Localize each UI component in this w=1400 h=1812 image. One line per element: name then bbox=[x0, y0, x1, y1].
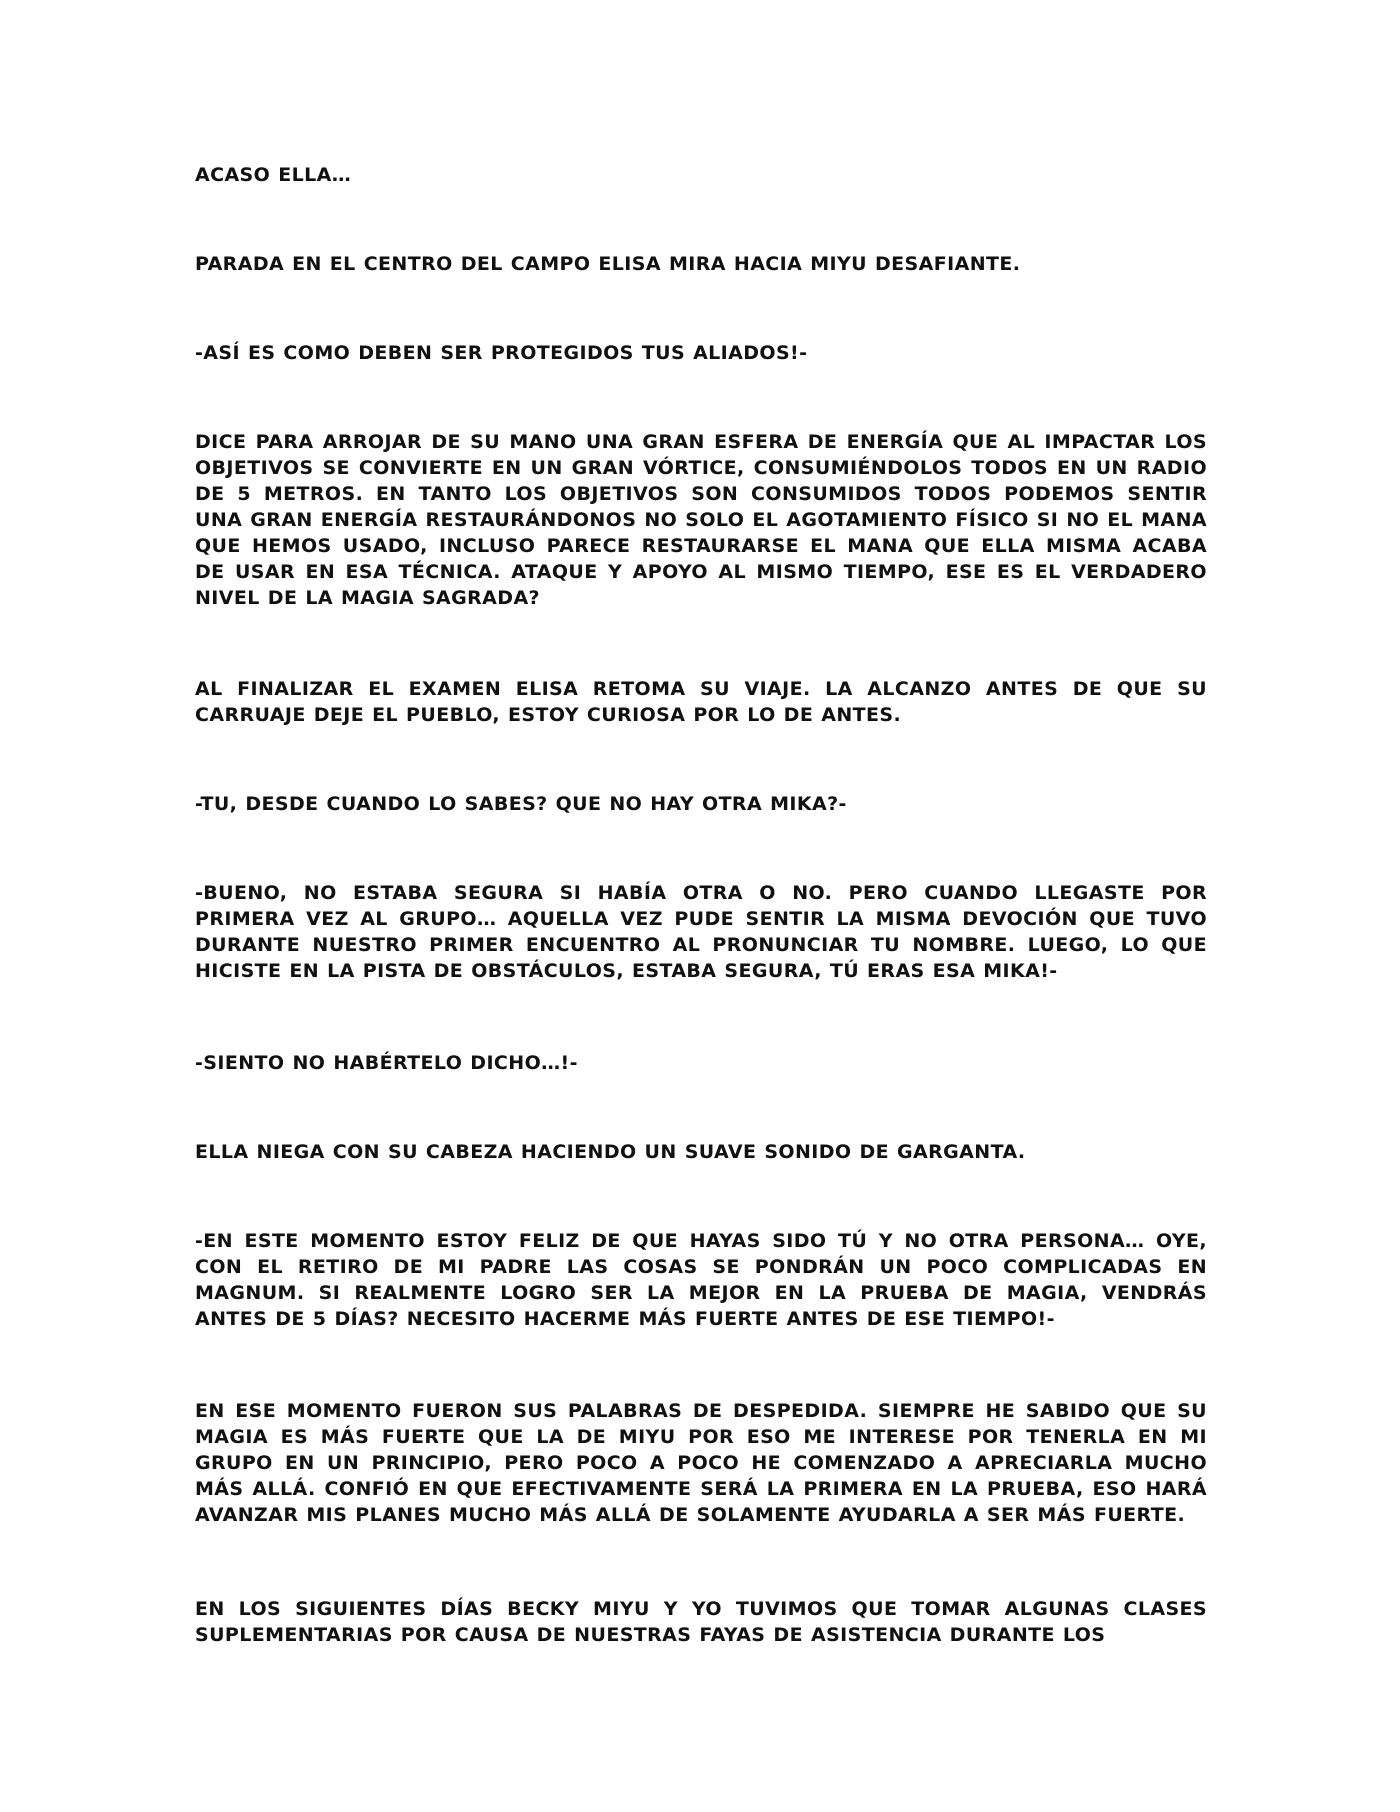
paragraph-7: -BUENO, NO ESTABA SEGURA SI HABÍA OTRA O NO. PERO CUANDO LLEGASTE POR PRIMERA VEZ AL GRUPO… AQUELLA VEZ PUDE SENTIR LA MISMA DEVOCIÓN QUE TUVO DURANTE NUESTRO PRIMER ENCUENTRO AL PRONUNCIAR TU NOMBRE. LUEGO, LO QUE HICISTE EN LA PISTA DE OBSTÁCULOS, ESTABA SEGURA, TÚ ERAS ESA MIKA!- bbox=[195, 882, 1207, 982]
paragraph-8: -SIENTO NO HABÉRTELO DICHO…!- bbox=[195, 1052, 578, 1074]
paragraph-11: EN ESE MOMENTO FUERON SUS PALABRAS DE DESPEDIDA. SIEMPRE HE SABIDO QUE SU MAGIA ES MÁS FUERTE QUE LA DE MIYU POR ESO ME INTERESE POR TENERLA EN MI GRUPO EN UN PRINCIPIO, PERO POCO A POCO HE COMENZADO A APRECIARLA MUCHO MÁS ALLÁ. CONFIÓ EN QUE EFECTIVAMENTE SERÁ LA PRIMERA EN LA PRUEBA, ESO HARÁ AVANZAR MIS PLANES MUCHO MÁS ALLÁ DE SOLAMENTE AYUDARLA A SER MÁS FUERTE. bbox=[195, 1400, 1207, 1526]
paragraph-3: -ASÍ ES COMO DEBEN SER PROTEGIDOS TUS ALIADOS!- bbox=[195, 342, 808, 364]
paragraph-6: -TU, DESDE CUANDO LO SABES? QUE NO HAY OTRA MIKA?- bbox=[195, 793, 847, 815]
paragraph-5: AL FINALIZAR EL EXAMEN ELISA RETOMA SU VIAJE. LA ALCANZO ANTES DE QUE SU CARRUAJE DEJE EL PUEBLO, ESTOY CURIOSA POR LO DE ANTES. bbox=[195, 678, 1207, 726]
paragraph-10: -EN ESTE MOMENTO ESTOY FELIZ DE QUE HAYAS SIDO TÚ Y NO OTRA PERSONA… OYE, CON EL RETIRO DE MI PADRE LAS COSAS SE PONDRÁN UN POCO COMPLICADAS EN MAGNUM. SI REALMENTE LOGRO SER LA MEJOR EN LA PRUEBA DE MAGIA, VENDRÁS ANTES DE 5 DÍAS? NECESITO HACERME MÁS FUERTE ANTES DE ESE TIEMPO!- bbox=[195, 1230, 1207, 1330]
paragraph-1: ACASO ELLA… bbox=[195, 164, 352, 186]
paragraph-2: PARADA EN EL CENTRO DEL CAMPO ELISA MIRA HACIA MIYU DESAFIANTE. bbox=[195, 253, 1021, 275]
paragraph-4: DICE PARA ARROJAR DE SU MANO UNA GRAN ESFERA DE ENERGÍA QUE AL IMPACTAR LOS OBJETIVOS SE CONVIERTE EN UN GRAN VÓRTICE, CONSUMIÉNDOLOS TODOS EN UN RADIO DE 5 METROS. EN TANTO LOS OBJETIVOS SON CONSUMIDOS TODOS PODEMOS SENTIR UNA GRAN ENERGÍA RESTAURÁNDONOS NO SOLO EL AGOTAMIENTO FÍSICO SI NO EL MANA QUE HEMOS USADO, INCLUSO PARECE RESTAURARSE EL MANA QUE ELLA MISMA ACABA DE USAR EN ESA TÉCNICA. ATAQUE Y APOYO AL MISMO TIEMPO, ESE ES EL VERDADERO NIVEL DE LA MAGIA SAGRADA? bbox=[195, 431, 1207, 609]
paragraph-9: ELLA NIEGA CON SU CABEZA HACIENDO UN SUAVE SONIDO DE GARGANTA. bbox=[195, 1141, 1026, 1163]
paragraph-12: EN LOS SIGUIENTES DÍAS BECKY MIYU Y YO TUVIMOS QUE TOMAR ALGUNAS CLASES SUPLEMENTARIAS POR CAUSA DE NUESTRAS FAYAS DE ASISTENCIA DURANTE LOS bbox=[195, 1598, 1207, 1646]
